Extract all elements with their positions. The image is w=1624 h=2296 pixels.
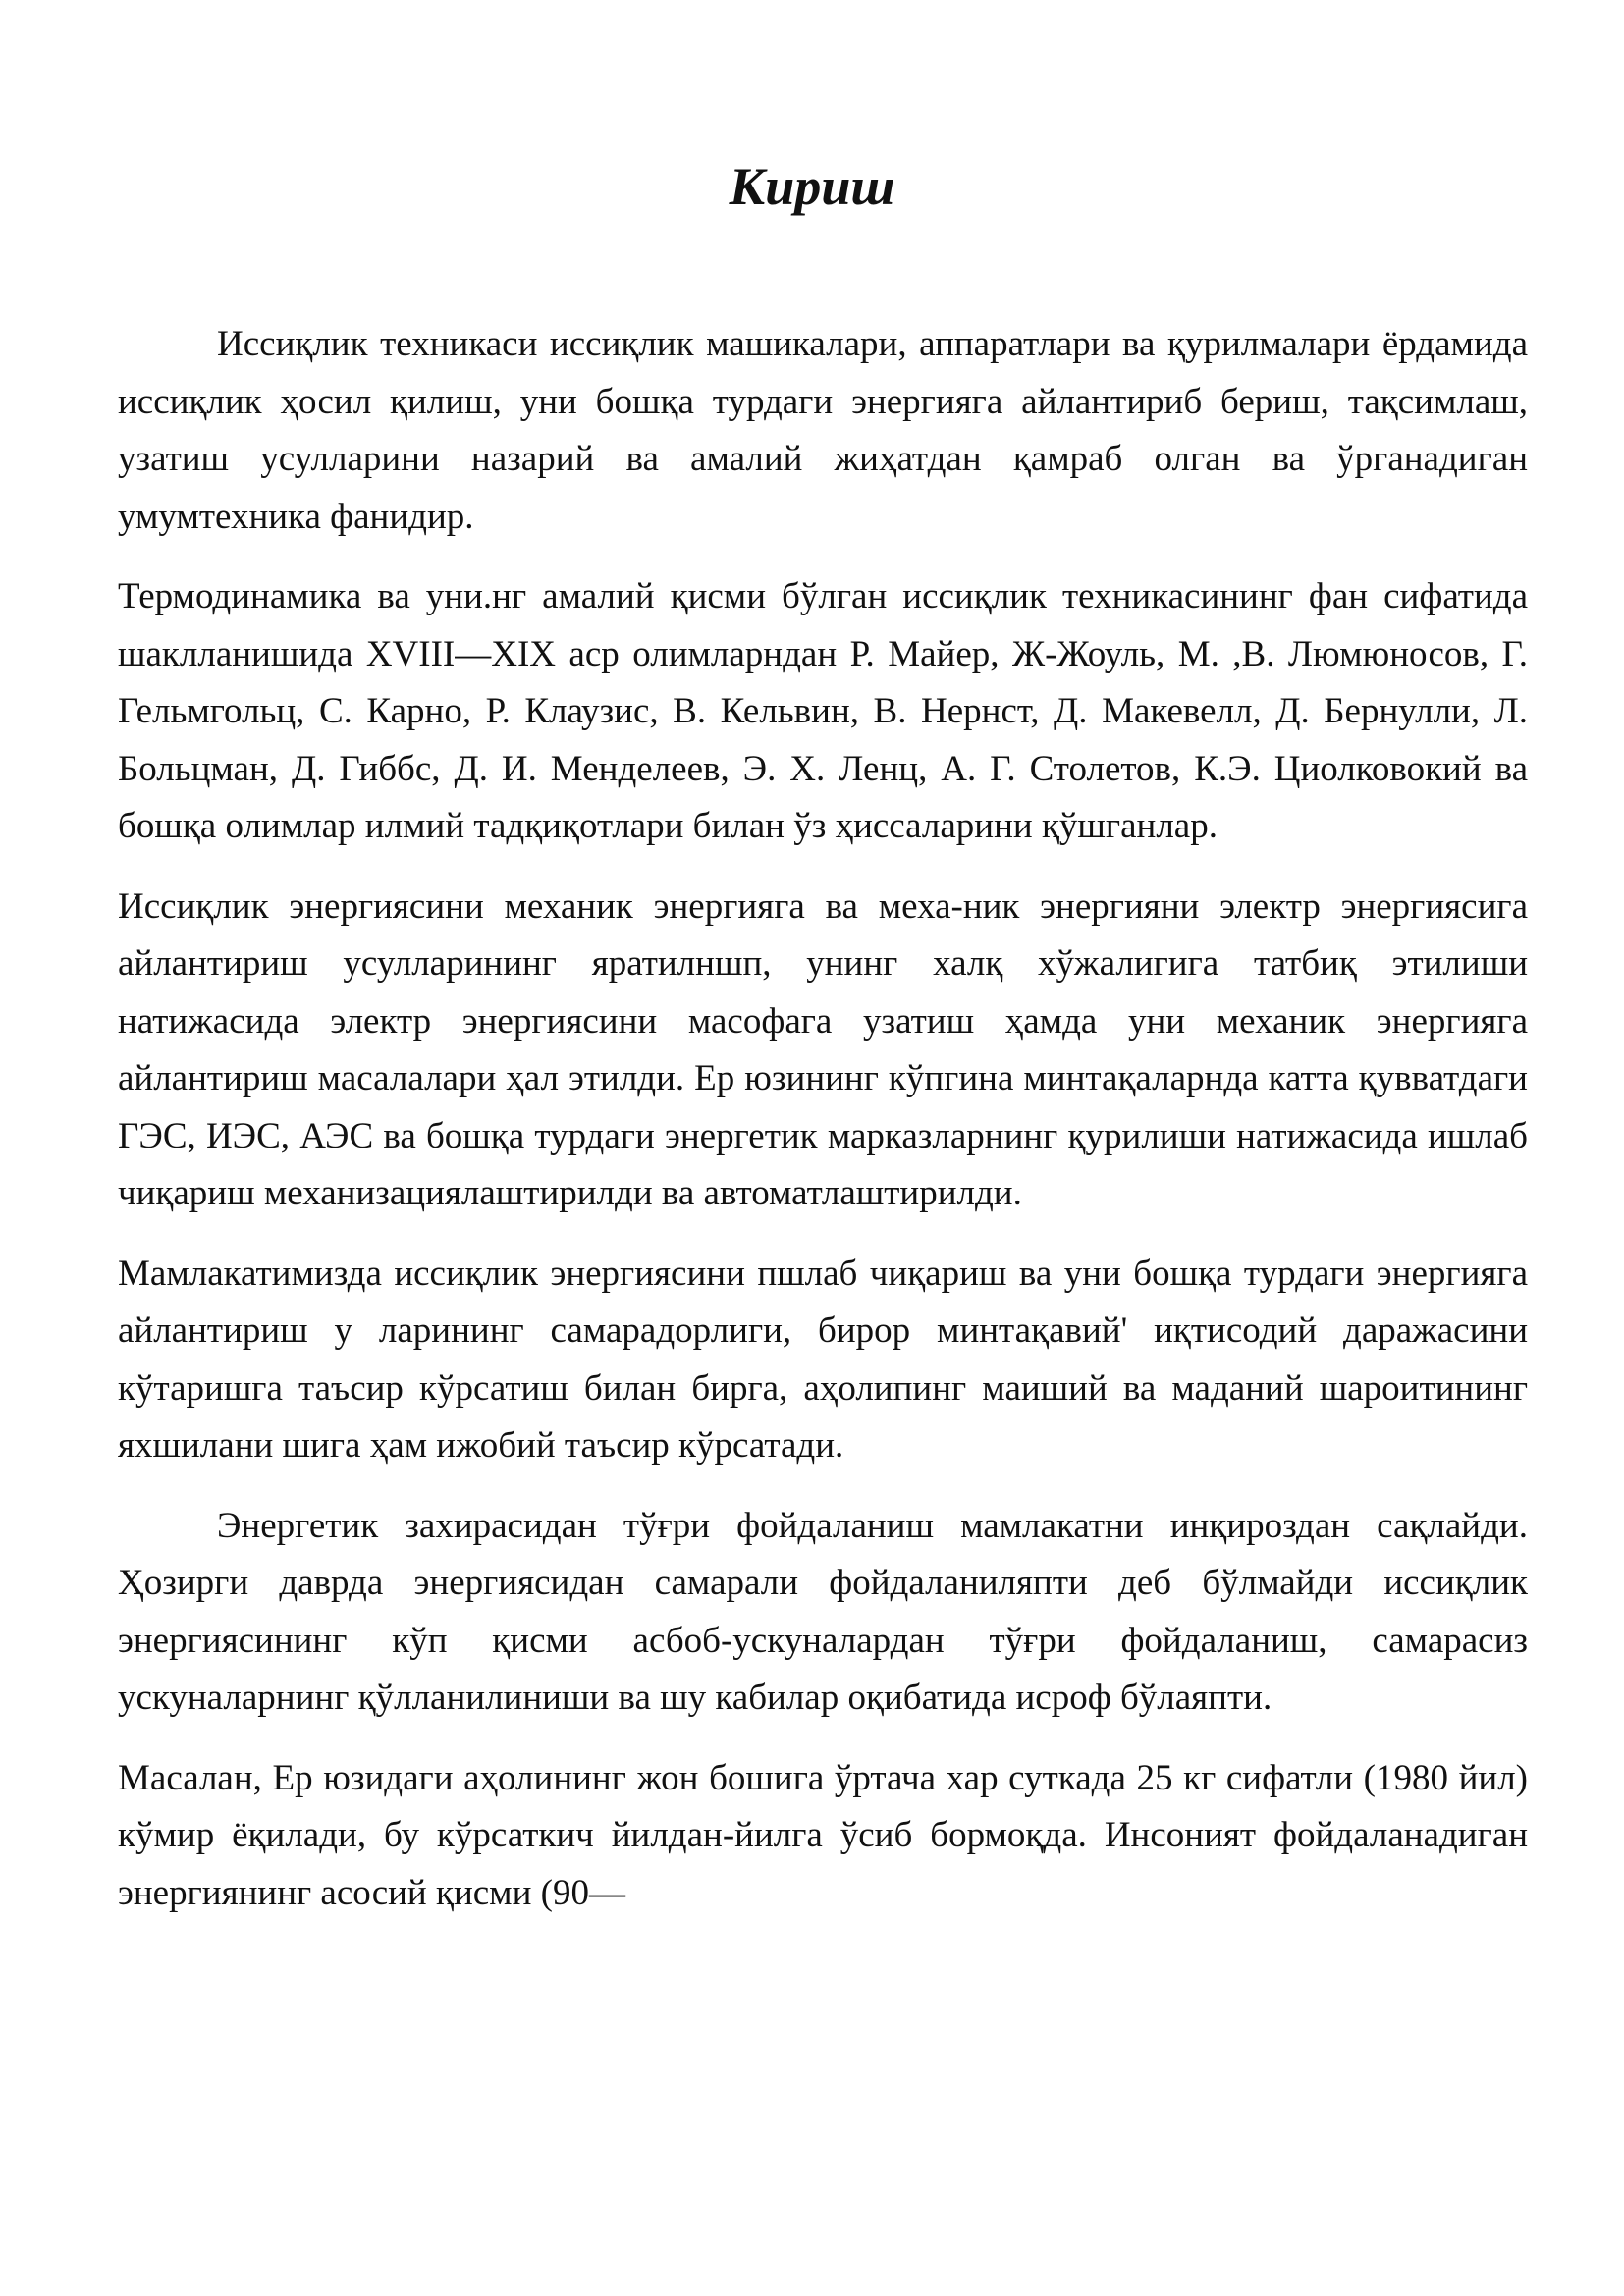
document-body	[118, 316, 1528, 1945]
paragraph-1: Иссиқлик техникаси иссиқлик машикалари, аппаратлари ва қурилмалари ёрдамида иссиқлик ҳосил қилиш, уни бошқа турдаги энергияга айлантириб бериш, тақсимлаш, узатиш усулларини назарий ва амалий жиҳатдан қамраб олган ва ўрганадиган умумтехника фанидир.	[118, 324, 1528, 537]
paragraph-4: Мамлакатимизда иссиқлик энергиясини пшлаб чиқариш ва уни бошқа турдаги энергияга айлантириш у ларининг самарадорлиги, бирор минтақавий' иқтисодий даражасини кўтаришга таъсир кўрсатиш билан бирга, аҳолипинг маиший ва маданий шароитининг яхшилани шига ҳам ижобий таъсир кўрсатади.	[118, 1253, 1528, 1466]
paragraph-2: Термодинамика ва уни.нг амалий қисми бўлган иссиқлик техникасининг фан сифатида шаклланишида XVIII—XIX аср олимларндан Р. Майер, Ж-Жоуль, М. ,В. Люмюносов, Г. Гельмгольц, С. Карно, Р. Клаузис, В. Кельвин, В. Нернст, Д. Макевелл, Д. Бернулли, Л. Больцман, Д. Гиббс, Д. И. Менделеев, Э. X. Ленц, А. Г. Столетов, К.Э. Циолковокий ва бошқа олимлар илмий тадқиқотлари билан ўз ҳиссаларини қўшганлар.	[118, 576, 1528, 846]
paragraph-6: Масалан, Ер юзидаги аҳолининг жон бошига ўртача хар суткада 25 кг сифатли (1980 йил) кўмир ёқилади, бу кўрсаткич йилдан-йилга ўсиб бормоқда. Инсоният фойдаланадиган энергиянинг асосий қисми (90—	[118, 1757, 1528, 1913]
paragraph-5: Энергетик захирасидан тўғри фойдаланиш мамлакатни инқироздан сақлайди. Ҳозирги даврда энергиясидан самарали фойдаланиляпти деб бўлмайди иссиқлик энергиясининг кўп қисми асбоб-ускуналардан тўғри фойдаланиш, самарасиз ускуналарнинг қўлланилиниши ва шу кабилар оқибатида исроф бўлаяпти.	[118, 1505, 1528, 1718]
page-title: Кириш	[729, 157, 895, 216]
paragraph-3: Иссиқлик энергиясини механик энергияга ва меха-ник энергияни электр энергиясига айлантириш усулларининг яратилншп, унинг халқ хўжалигига татбиқ этилиши натижасида электр энергиясини масофага узатиш ҳамда уни механик энергияга айлантириш масалалари ҳал этилди. Ер юзининг кўпгина минтақаларнда катта қувватдаги ГЭС, ИЭС, АЭС ва бошқа турдаги энергетик марказларнинг қурилиши натижасида ишлаб чиқариш механизациялаштирилди ва автоматлаштирилди.	[118, 885, 1528, 1213]
